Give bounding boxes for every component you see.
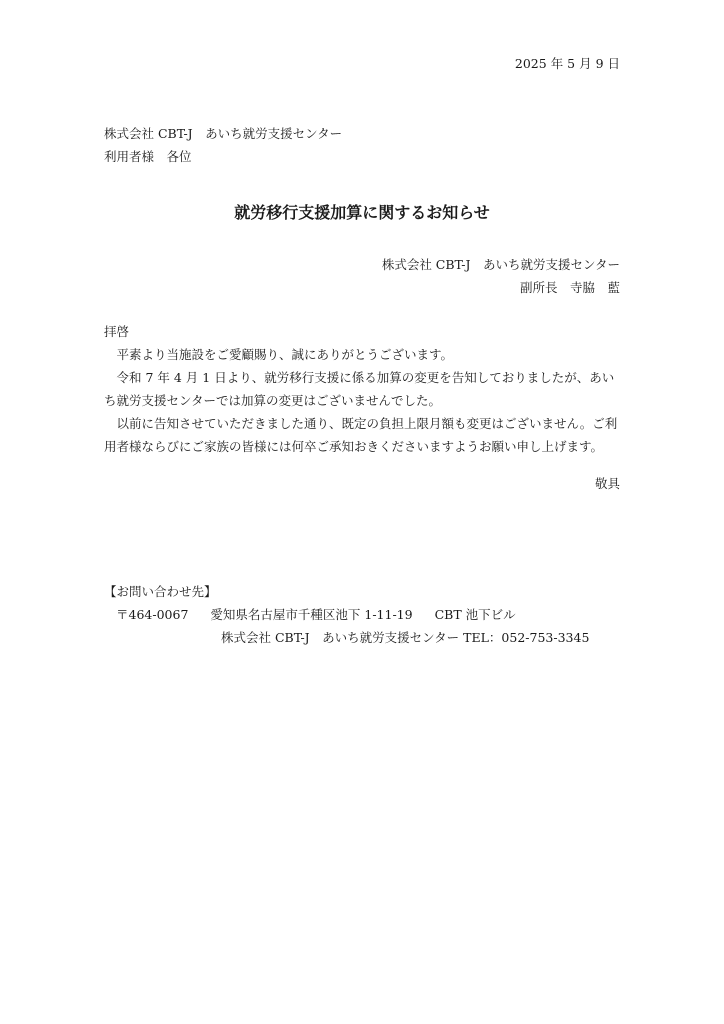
sender-organization: 株式会社 CBT-J あいち就労支援センター [381,257,620,272]
letter-body [104,320,624,458]
addressee-organization: 株式会社 CBT-J あいち就労支援センター [104,126,343,141]
addressee-recipients: 利用者様 各位 [104,149,192,164]
document-title: 就労移行支援加算に関するお知らせ [234,203,490,222]
contact-address-line [116,605,516,623]
sender-person: 副所長 寺脇 藍 [519,280,620,295]
contact-organization-line [221,628,589,646]
body-paragraph-2: 令和 7 年 4 月 1 日より、就労移行支援に係る加算の変更を告知しておりましたが、あいち就労支援センターでは加算の変更はございませんでした。 [104,370,615,408]
body-paragraph-3: 以前に告知させていただきました通り、既定の負担上限月額も変更はございません。ご利用者様ならびにご家族の皆様には何卒ご承知おきくださいますようお願い申し上げます。 [104,416,618,454]
contact-organization: 株式会社 CBT-J あいち就労支援センター [221,630,460,645]
contact-phone: TEL：052-753-3345 [463,630,590,645]
document-date: 2025 年 5 月 9 日 [514,56,620,71]
opening-greeting: 拝啓 [104,324,130,339]
contact-address: 愛知県名古屋市千種区池下 1-11-19 [210,607,413,622]
contact-postal-code: 〒464-0067 [116,607,189,622]
body-paragraph-1: 平素より当施設をご愛顧賜り、誠にありがとうございます。 [116,347,454,362]
closing-salutation: 敬具 [594,476,620,491]
contact-heading: 【お問い合わせ先】 [104,584,217,599]
contact-building: CBT 池下ビル [434,607,516,622]
